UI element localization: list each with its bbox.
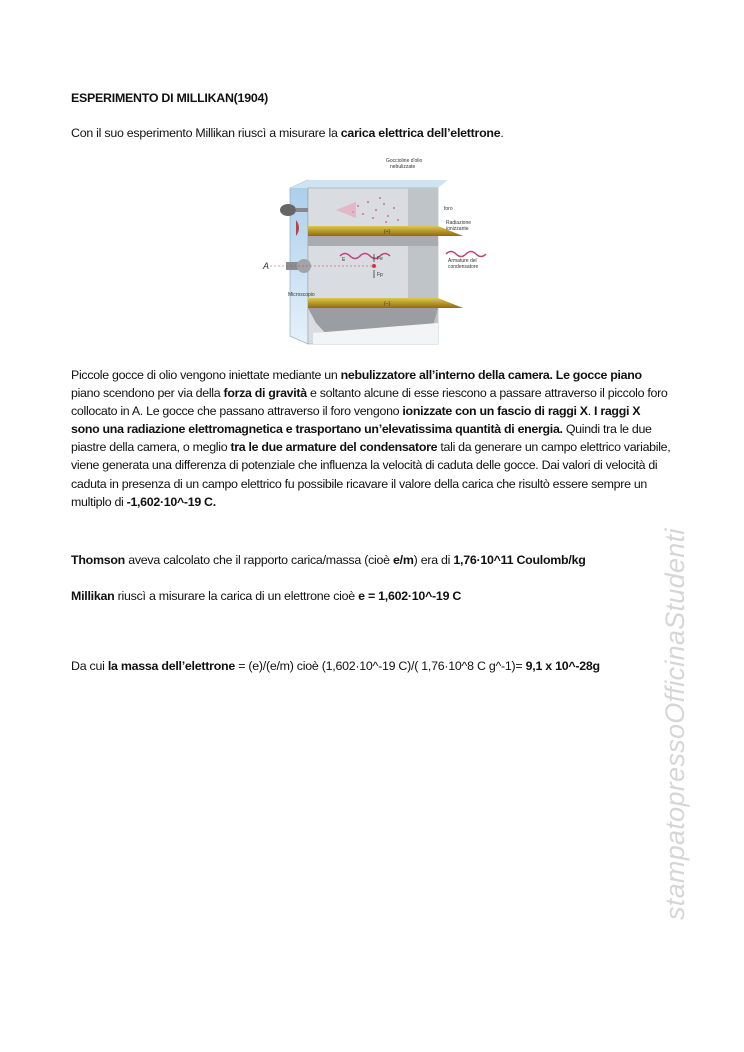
millikan-line — [71, 587, 461, 605]
text: Quindi tra le due piastre della camera, o meglio — [71, 422, 652, 455]
mass-line — [71, 657, 600, 675]
label-radiation-1: Radiazione — [446, 220, 472, 226]
intro-text-end: . — [500, 126, 504, 140]
bold-text: Millikan — [71, 589, 115, 603]
bold-text: 1,76·10^11 Coulomb/kg — [453, 553, 586, 567]
text: Piccole gocce di olio vengono iniettate mediante un — [71, 368, 341, 382]
bold-text: I raggi X sono una radiazione elettromagnetica e trasportano un’elevatissima quantità di energia. — [71, 404, 641, 437]
label-drops-1: Goccioline d'olio — [386, 158, 423, 164]
label-minus: (−) — [384, 301, 391, 307]
document-title: ESPERIMENTO DI MILLIKAN(1904) — [71, 91, 268, 105]
label-plates-1: Armature del — [448, 258, 477, 264]
bold-text: -1,602·10^-19 C. — [126, 494, 216, 509]
label-drops-2: nebulizzate — [390, 164, 416, 170]
text: ) era di — [413, 553, 454, 567]
text: aveva calcolato che il rapporto carica/massa (cioè — [125, 553, 394, 567]
label-microscope: Microscopio — [288, 292, 315, 298]
label-field: E — [342, 257, 346, 263]
intro-text — [71, 124, 504, 142]
bold-text: e = 1,602·10^-19 C — [358, 589, 462, 603]
bold-text: la massa dell’elettrone — [107, 659, 235, 673]
text: Da cui — [71, 659, 108, 673]
bold-text: e/m — [393, 553, 414, 567]
explanation-paragraph — [71, 366, 671, 511]
label-hole: foro — [444, 206, 453, 212]
bold-text: Thomson — [71, 553, 126, 567]
text: tali da generare un campo elettrico variabile, viene generata una differenza di potenziale che influenza la velocità di caduta delle gocce. Dai valori di velocità di caduta in presenza di un campo elettrico fu possibile ricavare il valore della carica che risultò essere sempre un multiplo di — [71, 440, 671, 509]
text: riuscì a misurare la carica di un elettrone cioè — [114, 589, 359, 603]
bold-text: ionizzate con un fascio di raggi X — [402, 404, 588, 419]
label-fp: Fp — [377, 272, 383, 278]
bold-text: nebulizzatore all’interno della camera. Le gocce piano — [340, 368, 642, 382]
text: . — [587, 404, 595, 419]
bold-text: 9,1 x 10^-28g — [525, 659, 600, 673]
thomson-line — [71, 551, 586, 569]
label-fe: Fe — [377, 256, 383, 262]
label-plates-2: condensatore — [448, 264, 479, 270]
text: piano scendono per via della — [71, 386, 224, 401]
millikan-apparatus-figure — [258, 158, 494, 348]
watermark: stampatopressoOfficinaStudenti — [660, 528, 690, 920]
label-point-a: A — [263, 261, 270, 271]
text: e soltanto alcune di esse riescono a passare attraverso il piccolo foro collocato in A. Le gocce che passano attraverso il foro vengono — [71, 386, 668, 419]
intro-bold: carica elettrica dell’elettrone — [340, 126, 501, 140]
text: = (e)/(e/m) cioè (1,602·10^-19 C)/( 1,76·10^8 C g^-1)= — [235, 659, 526, 673]
intro-text-part: Con il suo esperimento Millikan riuscì a misurare la — [71, 126, 341, 140]
label-plus: (+) — [384, 229, 391, 235]
bold-text: forza di gravità — [223, 386, 307, 401]
label-radiation-2: ionizzante — [446, 226, 469, 232]
bold-text: tra le due armature del condensatore — [230, 440, 438, 455]
